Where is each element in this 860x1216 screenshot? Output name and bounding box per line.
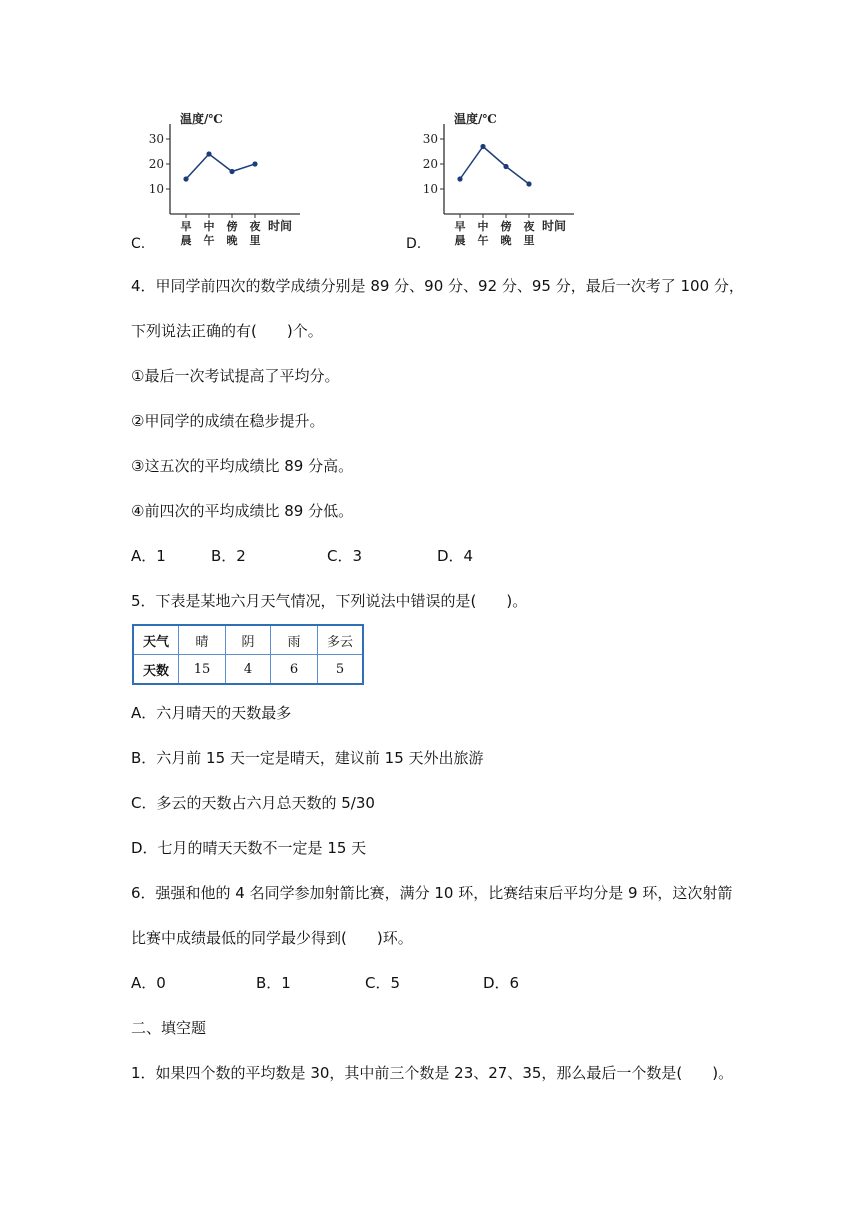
data-point <box>183 176 188 181</box>
q4-statement-1: ①最后一次考试提高了平均分。 <box>131 367 340 385</box>
table-cell: 6 <box>271 655 318 685</box>
x-tick-label-bottom: 午 <box>203 234 215 247</box>
table-cell: 晴 <box>179 625 226 655</box>
y-tick-label: 20 <box>148 157 164 171</box>
q4-option-c: C．3 <box>327 547 363 565</box>
data-point <box>457 176 462 181</box>
q4-statement-2: ②甲同学的成绩在稳步提升。 <box>131 412 325 430</box>
data-point <box>480 144 485 149</box>
x-tick-label-bottom: 晚 <box>500 234 512 247</box>
table-row <box>133 655 363 685</box>
data-point <box>229 169 234 174</box>
x-tick-label-top: 夜 <box>249 220 261 233</box>
table-cell: 阴 <box>226 625 271 655</box>
x-axis-label: 时间 <box>542 219 567 233</box>
table-cell: 雨 <box>271 625 318 655</box>
data-point <box>206 151 211 156</box>
x-tick-label-top: 傍 <box>226 220 238 233</box>
y-axis-label: 温度/℃ <box>454 112 497 126</box>
q4-option-b: B．2 <box>211 547 246 565</box>
table-cell: 5 <box>318 655 364 685</box>
x-tick-label-top: 夜 <box>523 220 535 233</box>
q4-stem-line2: 下列说法正确的有( )个。 <box>131 322 323 340</box>
y-tick-label: 10 <box>422 182 438 196</box>
x-tick-label-top: 中 <box>203 220 215 233</box>
x-tick-label-bottom: 晨 <box>454 234 466 247</box>
x-tick-label-bottom: 晚 <box>226 234 238 247</box>
temperature-line <box>460 147 529 185</box>
q6-option-c: C．5 <box>365 974 401 992</box>
table-row-header: 天气 <box>133 625 179 655</box>
option-d-label: D. <box>406 236 422 252</box>
table-cell: 15 <box>179 655 226 685</box>
q5-stem: 5．下表是某地六月天气情况，下列说法中错误的是( )。 <box>131 592 528 610</box>
q6-stem-line1: 6．强强和他的 4 名同学参加射箭比赛，满分 10 环，比赛结束后平均分是 9 环，这次射箭 <box>131 884 733 902</box>
data-point <box>526 181 531 186</box>
fill-blank-q1: 1．如果四个数的平均数是 30，其中前三个数是 23、27、35，那么最后一个数是( )。 <box>131 1064 734 1082</box>
section-title: 二、填空题 <box>131 1019 207 1037</box>
q5-option-a: A．六月晴天的天数最多 <box>131 704 292 722</box>
table-cell: 多云 <box>318 625 364 655</box>
q6-option-a: A．0 <box>131 974 166 992</box>
q4-stem-line1: 4．甲同学前四次的数学成绩分别是 89 分、90 分、92 分、95 分，最后一次考了 100 分， <box>131 277 744 295</box>
q6-stem-line2: 比赛中成绩最低的同学最少得到( )环。 <box>131 929 413 947</box>
temperature-line <box>186 154 255 179</box>
q4-option-d: D．4 <box>437 547 474 565</box>
q6-option-d: D．6 <box>483 974 520 992</box>
y-tick-label: 30 <box>148 132 164 146</box>
x-axis-label: 时间 <box>268 219 293 233</box>
y-tick-label: 20 <box>422 157 438 171</box>
y-tick-label: 30 <box>422 132 438 146</box>
temperature-line-chart-c <box>140 104 310 254</box>
x-tick-label-bottom: 里 <box>249 234 261 247</box>
data-point <box>252 161 257 166</box>
x-tick-label-bottom: 午 <box>477 234 489 247</box>
data-point <box>503 164 508 169</box>
x-tick-label-top: 早 <box>454 220 466 233</box>
temperature-line-chart-d <box>414 104 584 254</box>
y-tick-label: 10 <box>148 182 164 196</box>
q4-statement-4: ④前四次的平均成绩比 89 分低。 <box>131 502 354 520</box>
x-tick-label-top: 中 <box>477 220 489 233</box>
table-cell: 4 <box>226 655 271 685</box>
q4-option-a: A．1 <box>131 547 166 565</box>
weather-table <box>132 624 364 685</box>
option-c-label: C. <box>131 236 146 252</box>
q5-option-c: C．多云的天数占六月总天数的 5/30 <box>131 794 375 812</box>
q6-option-b: B．1 <box>256 974 291 992</box>
y-axis-label: 温度/℃ <box>180 112 223 126</box>
chart-option-c <box>140 104 310 254</box>
table-row-header: 天数 <box>133 655 179 685</box>
chart-option-d <box>414 104 584 254</box>
x-tick-label-bottom: 晨 <box>180 234 192 247</box>
x-tick-label-top: 傍 <box>500 220 512 233</box>
x-tick-label-bottom: 里 <box>523 234 535 247</box>
x-tick-label-top: 早 <box>180 220 192 233</box>
q5-option-b: B．六月前 15 天一定是晴天，建议前 15 天外出旅游 <box>131 749 484 767</box>
q4-statement-3: ③这五次的平均成绩比 89 分高。 <box>131 457 354 475</box>
table-row <box>133 625 363 655</box>
q5-option-d: D．七月的晴天天数不一定是 15 天 <box>131 839 367 857</box>
